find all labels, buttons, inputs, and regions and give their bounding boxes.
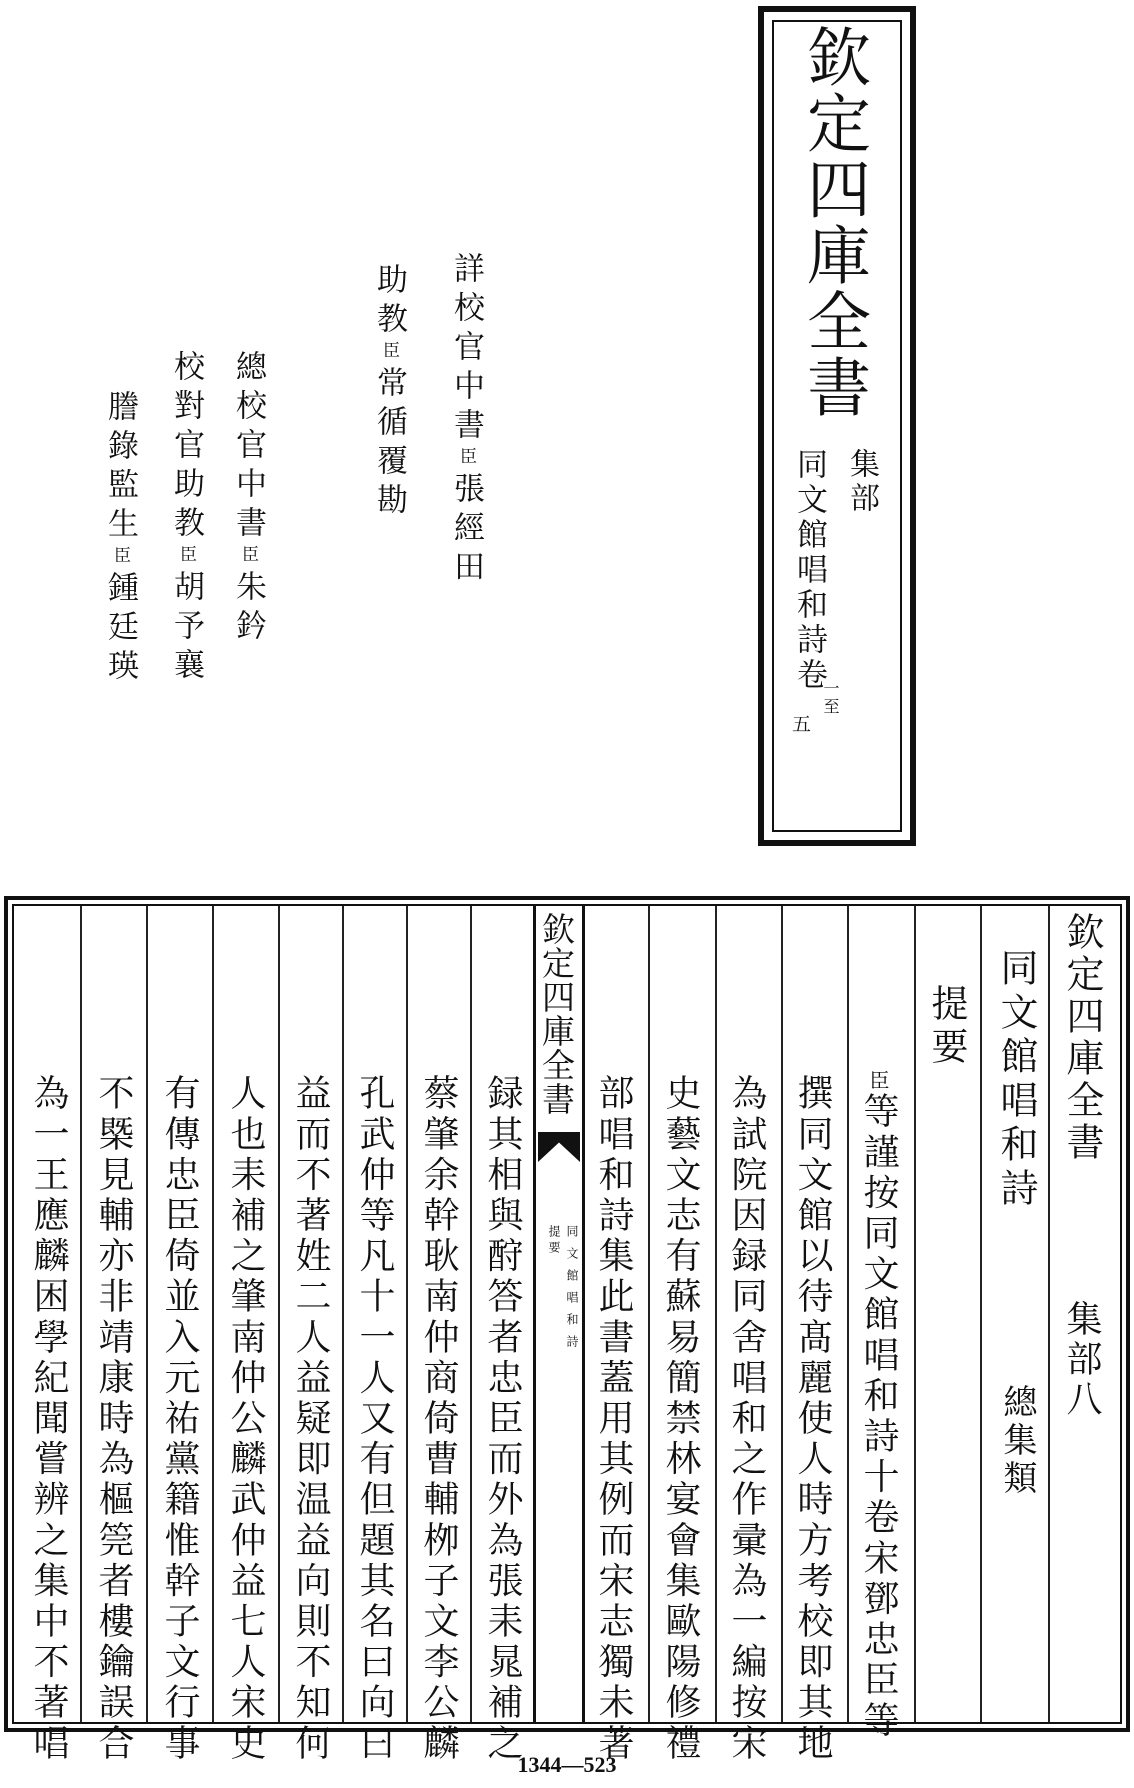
text-column: 蔡肇余幹耿南仲商倚曹輔栁子文李公麟	[418, 1074, 459, 1765]
credit-person: 朱鈐	[230, 570, 266, 648]
column-rule	[847, 906, 849, 1722]
column-rule	[470, 906, 472, 1722]
volume-range-end: 五	[789, 714, 811, 733]
credit-detailed-proofreader	[448, 252, 484, 589]
text-column: 為一王應麟困學紀聞嘗辨之集中不著唱	[28, 1074, 69, 1765]
credit-office: 助教	[371, 263, 407, 341]
column-rule	[406, 906, 408, 1722]
column-rule	[1048, 906, 1050, 1722]
center-fold-book-title: 同文館唱和詩	[565, 1225, 579, 1357]
column-rule	[212, 906, 214, 1722]
column-rule	[342, 906, 344, 1722]
text-column: 益而不著姓二人益疑即温益向則不知何	[290, 1074, 331, 1765]
text-column: 部唱和詩集此書蓋用其例而宋志獨未著	[593, 1074, 634, 1765]
subcategory-label: 總集類	[997, 1384, 1037, 1498]
text-column: 史藝文志有蘇易簡禁林宴會集歐陽修禮	[660, 1074, 701, 1765]
column-rule	[980, 906, 982, 1722]
column-rule	[648, 906, 650, 1722]
center-fold-title: 欽定四庫全書	[537, 912, 576, 1116]
column-rule	[80, 906, 82, 1722]
credit-copyist	[102, 390, 138, 688]
credit-chief-proofreader	[230, 350, 266, 648]
volume-title: 同文館唱和詩卷	[791, 448, 827, 693]
text-column: 不槩見輔亦非靖康時為樞筦者樓鑰誤合	[93, 1074, 134, 1765]
credit-person: 張經田	[448, 472, 484, 589]
humble-marker: 臣	[866, 1070, 890, 1092]
tiyao-heading: 提要	[925, 984, 968, 1070]
credit-humble-marker: 臣	[456, 447, 476, 472]
credit-humble-marker: 臣	[238, 545, 258, 570]
column-rule	[781, 906, 783, 1722]
book-title: 同文館唱和詩	[994, 948, 1038, 1212]
credit-office: 總校官中書	[230, 350, 266, 545]
page-header-title: 欽定四庫全書	[1060, 912, 1104, 1164]
text-column	[858, 1070, 899, 1742]
credit-person: 胡予襄	[168, 570, 204, 687]
credit-office: 校對官助教	[168, 350, 204, 545]
credit-person: 常循覆勘	[371, 366, 407, 522]
collection-title: 欽定四庫全書	[796, 24, 870, 420]
column-rule	[146, 906, 148, 1722]
text-column: 撰同文館以待髙麗使人時方考校即其地	[792, 1074, 833, 1765]
credit-collator	[168, 350, 204, 687]
column-rule	[914, 906, 916, 1722]
section-label: 集部	[844, 448, 879, 516]
credit-office: 謄錄監生	[102, 390, 138, 546]
text-column: 録其相與酧答者忠臣而外為張耒晁補之	[482, 1074, 523, 1765]
column-rule	[278, 906, 280, 1722]
text-column: 為試院因録同舍唱和之作彚為一編按宋	[726, 1074, 767, 1765]
text-column: 人也耒補之肇南仲公麟武仲益七人宋史	[225, 1074, 266, 1765]
credit-humble-marker: 臣	[110, 546, 130, 571]
credit-humble-marker: 臣	[176, 545, 196, 570]
column-text: 等謹按同文館唱和詩十卷宋鄧忠臣等	[858, 1092, 899, 1742]
center-fold-section: 提要	[547, 1225, 561, 1257]
text-column: 孔武仲等凡十一人又有但題其名曰向曰	[354, 1074, 395, 1765]
volume-range: 一至	[821, 680, 840, 716]
text-column: 有傳忠臣倚並入元祐黨籍惟幹子文行事	[159, 1074, 200, 1765]
column-rule	[715, 906, 717, 1722]
credit-person: 鍾廷瑛	[102, 571, 138, 688]
credit-office: 詳校官中書	[448, 252, 484, 447]
credit-humble-marker: 臣	[379, 341, 399, 366]
page-number: 1344—523	[517, 1752, 617, 1777]
credit-assistant-reviewer	[371, 263, 407, 522]
category-label: 集部八	[1061, 1300, 1102, 1420]
